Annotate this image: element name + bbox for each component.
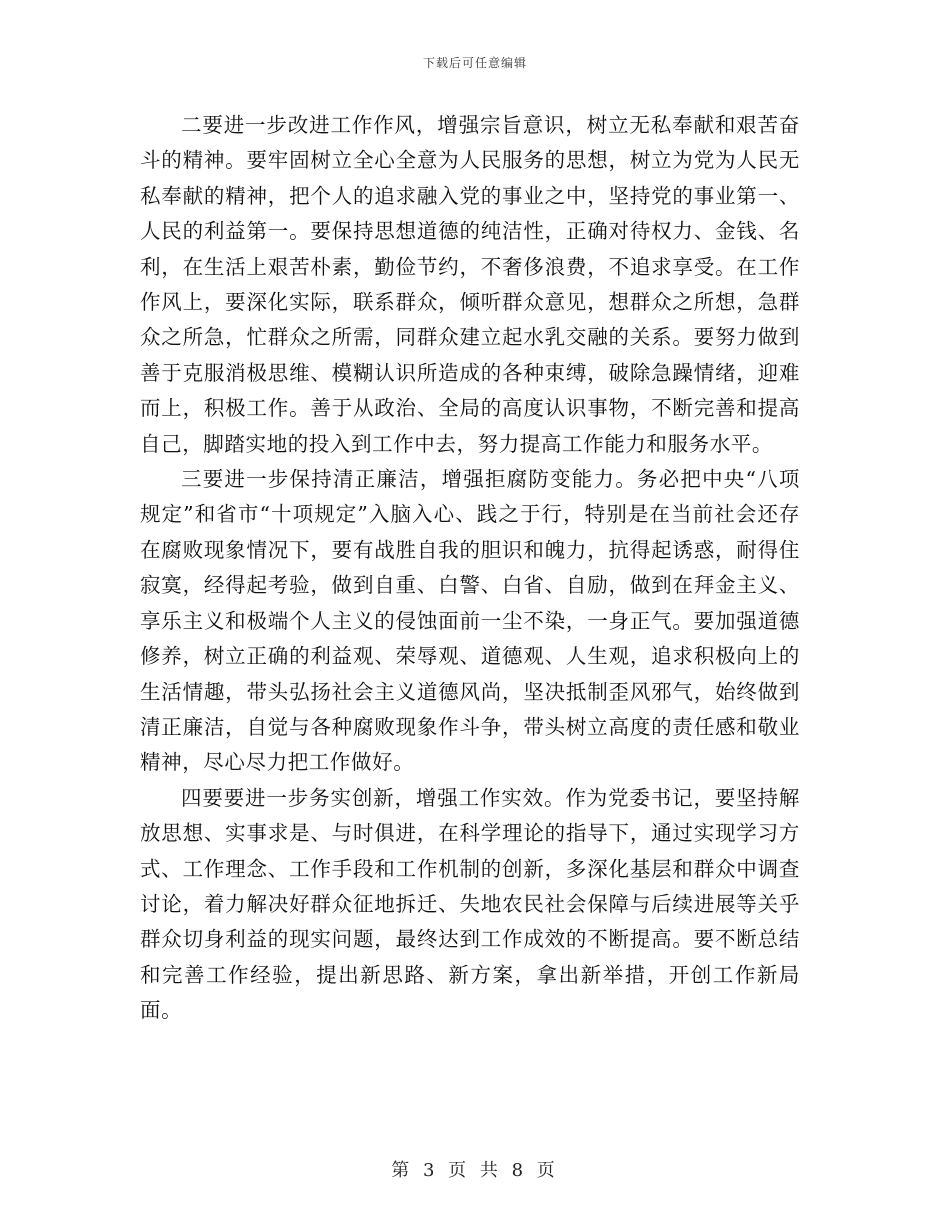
paragraph-4: 四要要进一步务实创新，增强工作实效。作为党委书记，要坚持解放思想、实事求是、与时俱进，在科学理论的指导下，通过实现学习方式、工作理念、工作手段和工作机制的创新，多深化基层和群众中调查讨论，着力解决好群众征地拆迁、失地农民社会保障与后续进展等关乎群众切身利益的现实问题，最终达到工作成效的不断提高。要不断总结和完善工作经验，提出新思路、新方案，拿出新举措，开创工作新局面。 [140, 785, 800, 1023]
paragraph-2: 二要进一步改进工作作风，增强宗旨意识，树立无私奉献和艰苦奋斗的精神。要牢固树立全心全意为人民服务的思想，树立为党为人民无私奉献的精神，把个人的追求融入党的事业之中，坚持党的事业第一、人民的利益第一。要保持思想道德的纯洁性，正确对待权力、金钱、名利，在生活上艰苦朴素，勤俭节约，不奢侈浪费，不追求享受。在工作作风上，要深化实际，联系群众，倾听群众意见，想群众之所想，急群众之所急，忙群众之所需，同群众建立起水乳交融的关系。要努力做到善于克服消极思维、模糊认识所造成的各种束缚，破除急躁情绪，迎难而上，积极工作。善于从政治、全局的高度认识事物，不断完善和提高自己，脚踏实地的投入到工作中去，努力提高工作能力和服务水平。 [140, 113, 800, 456]
document-body [140, 108, 800, 1029]
paragraph-3: 三要进一步保持清正廉洁，增强拒腐防变能力。务必把中央“八项规定”和省市“十项规定”入脑入心、践之于行，特别是在当前社会还存在腐败现象情况下，要有战胜自我的胆识和魄力，抗得起诱惑，耐得住寂寞，经得起考验，做到自重、白警、白省、自励，做到在拜金主义、享乐主义和极端个人主义的侵蚀面前一尘不染，一身正气。要加强道德修养，树立正确的利益观、荣辱观、道德观、人生观，追求积极向上的生活情趣，带头弘扬社会主义道德风尚，坚决抵制歪风邪气，始终做到清正廉洁，自觉与各种腐败现象作斗争，带头树立高度的责任感和敬业精神，尽心尽力把工作做好。 [140, 467, 800, 775]
page-footer: 第 3 页 共 8 页 [391, 1160, 559, 1181]
page-header: 下载后可任意编辑 [422, 56, 527, 70]
